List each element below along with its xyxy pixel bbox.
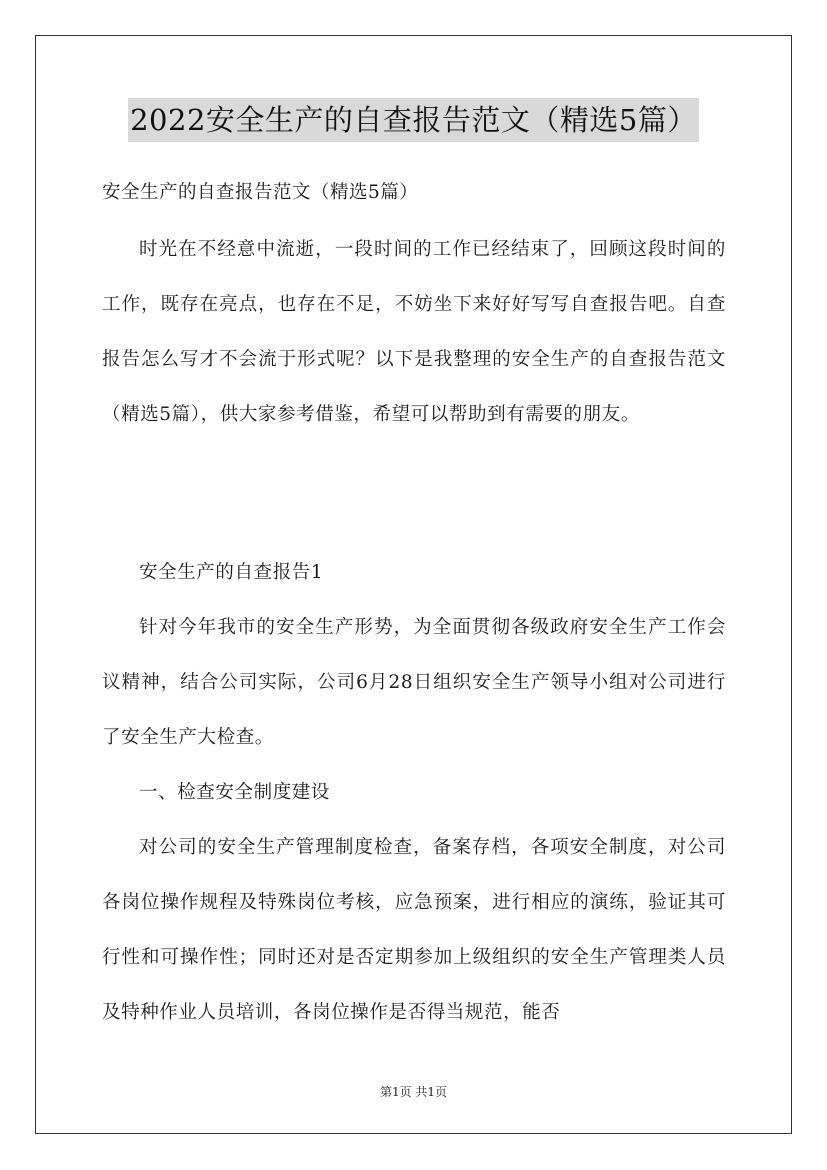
report-body-paragraph: 针对今年我市的安全生产形势，为全面贯彻各级政府安全生产工作会议精神，结合公司实际，公司6月28日组织安全生产领导小组对公司进行了安全生产大检查。 [102,617,726,748]
section-body-paragraph: 对公司的安全生产管理制度检查，备案存档，各项安全制度，对公司各岗位操作规程及特殊岗位考核，应急预案，进行相应的演练，验证其可行性和可操作性；同时还对是否定期参加上级组织的安全生产管理类人员及特种作业人员培训，各岗位操作是否得当规范，能否 [102,837,726,1023]
intro-paragraph: 时光在不经意中流逝，一段时间的工作已经结束了，回顾这段时间的工作，既存在亮点，也存在不足，不妨坐下来好好写写自查报告吧。自查报告怎么写才不会流于形式呢？以下是我整理的安全生产的自查报告范文（精选5篇），供大家参考借鉴，希望可以帮助到有需要的朋友。 [102,239,726,425]
title-container [0,98,827,142]
page-footer: 第1页 共1页 [379,1085,448,1099]
document-subtitle: 安全生产的自查报告范文（精选5篇） [102,182,419,203]
section-heading: 一、检查安全制度建设 [139,782,331,803]
document-title: 2022安全生产的自查报告范文（精选5篇） [128,98,699,142]
report-heading: 安全生产的自查报告1 [139,562,324,583]
